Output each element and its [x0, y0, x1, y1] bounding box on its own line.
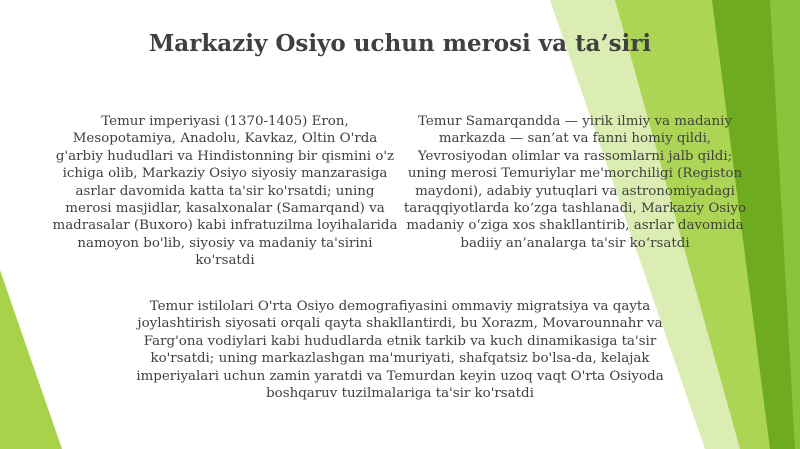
- text-block-bottom: Temur istilolari O'rta Osiyo demografiyasini ommaviy migratsiya va qayta joylashtirish siyosati orqali qayta shakllantirdi, bu Xorazm, Movarounnahr va Farg'ona vodiylari kabi hududlarda etnik tarkib va kuch dinamikasiga ta'sir ko'rsatdi; uning markazlashgan ma'muriyati, shafqatsiz bo'lsa-da, kelajak imperiyalari uchun zamin yaratdi va Temurdan keyin uzoq vaqt O'rta Osiyoda boshqaruv tuzilmalariga ta'sir ko'rsatdi: [136, 299, 664, 402]
- left-green-triangle: [0, 270, 62, 449]
- slide-title: Markaziy Osiyo uchun merosi va ta’siri: [148, 30, 652, 57]
- text-block-left: Temur imperiyasi (1370-1405) Eron, Mesopotamiya, Anadolu, Kavkaz, Oltin O'rda g'arbiy hududlari va Hindistonning bir qismini o'z ichiga olib, Markaziy Osiyo siyosiy manzarasiga asrlar davomida katta ta'sir ko'rsatdi; uning merosi masjidlar, kasalxonalar (Samarqand) va madrasalar (Buxoro) kabi infratuzilma loyihalarida namoyon bo'lib, siyosiy va madaniy ta'sirini ko'rsatdi: [52, 114, 398, 269]
- text-block-right: Temur Samarqandda — yirik ilmiy va madaniy markazda — san’at va fanni homiy qildi, Yevrosiyodan olimlar va rassomlarni jalb qildi; uning merosi Temuriylar me'morchiligi (Registon maydoni), adabiy yutuqlari va astronomiyadagi taraqqiyotlarda ko‘zga tashlanadi, Markaziy Osiyo madaniy o‘ziga xos shakllantirib, asrlar davomida badiiy an’analarga ta'sir ko‘rsatdi: [403, 114, 747, 251]
